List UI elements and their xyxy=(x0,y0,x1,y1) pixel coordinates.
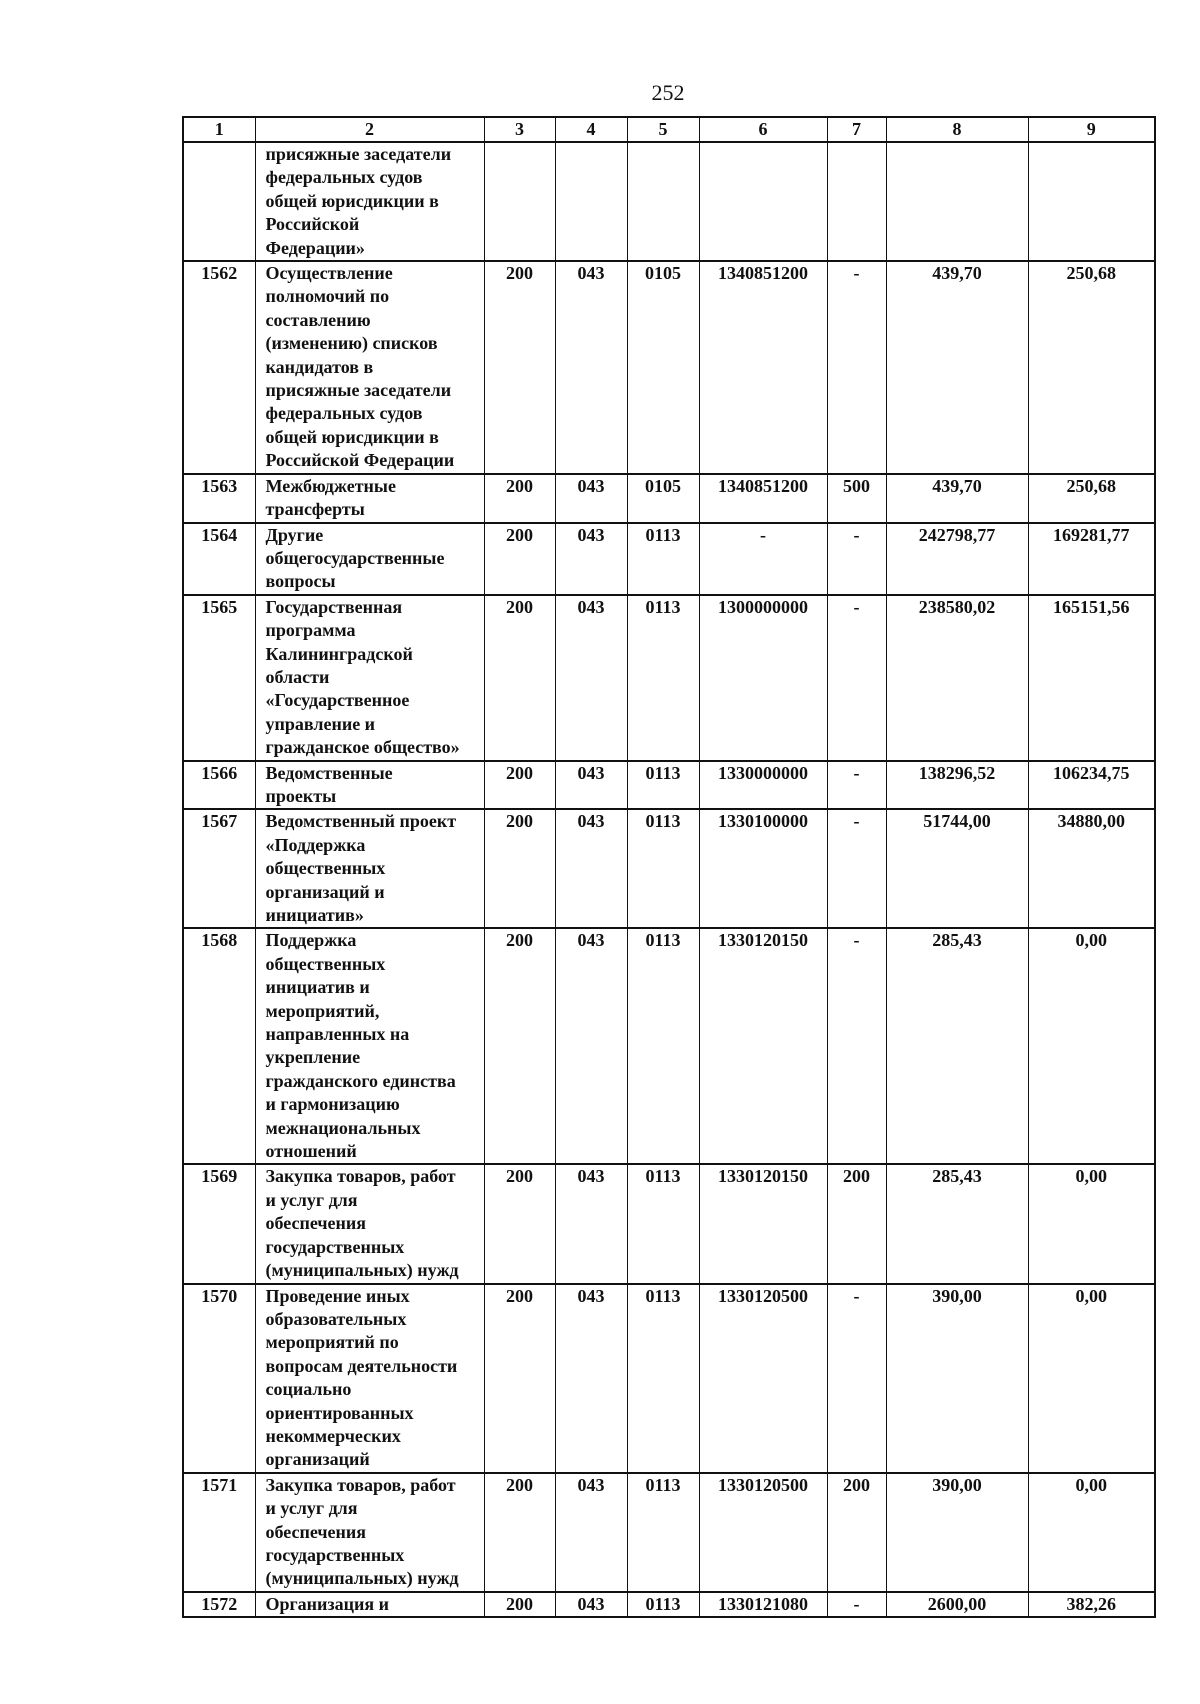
row-name: Государственная программа Калининградской области «Государственное управление и гражданское общество» xyxy=(255,595,484,761)
cell-col3 xyxy=(484,142,555,261)
cell-col4: 043 xyxy=(555,761,627,810)
cell-col9: 250,68 xyxy=(1028,474,1155,523)
row-name: Осуществление полномочий по составлению (изменению) списков кандидатов в присяжные заседатели федеральных судов общей юрисдикции в Российской Федерации xyxy=(255,261,484,474)
cell-col7: - xyxy=(827,809,886,928)
cell-col3: 200 xyxy=(484,523,555,595)
cell-col5 xyxy=(627,142,699,261)
row-number xyxy=(183,142,255,261)
cell-col4: 043 xyxy=(555,1473,627,1592)
cell-col3: 200 xyxy=(484,1164,555,1283)
cell-col3: 200 xyxy=(484,928,555,1164)
cell-col4: 043 xyxy=(555,1164,627,1283)
cell-col9 xyxy=(1028,142,1155,261)
column-header: 3 xyxy=(484,117,555,142)
cell-col9: 0,00 xyxy=(1028,1164,1155,1283)
table-row xyxy=(183,1164,1155,1283)
cell-col9: 106234,75 xyxy=(1028,761,1155,810)
cell-col7: - xyxy=(827,928,886,1164)
cell-col5: 0105 xyxy=(627,261,699,474)
row-number: 1563 xyxy=(183,474,255,523)
cell-col6 xyxy=(699,142,827,261)
cell-col4: 043 xyxy=(555,474,627,523)
row-name: Поддержка общественных инициатив и мероприятий, направленных на укрепление гражданского единства и гармонизацию межнациональных отношений xyxy=(255,928,484,1164)
cell-col7: 200 xyxy=(827,1164,886,1283)
row-number: 1570 xyxy=(183,1284,255,1473)
cell-col6: 1330120500 xyxy=(699,1473,827,1592)
row-number: 1564 xyxy=(183,523,255,595)
cell-col9: 250,68 xyxy=(1028,261,1155,474)
cell-col4: 043 xyxy=(555,928,627,1164)
cell-col9: 169281,77 xyxy=(1028,523,1155,595)
cell-col6: 1300000000 xyxy=(699,595,827,761)
budget-table xyxy=(182,116,1156,1618)
cell-col9: 0,00 xyxy=(1028,1284,1155,1473)
table-row xyxy=(183,523,1155,595)
row-number: 1567 xyxy=(183,809,255,928)
row-name: Закупка товаров, работ и услуг для обеспечения государственных (муниципальных) нужд xyxy=(255,1164,484,1283)
cell-col8: 238580,02 xyxy=(886,595,1028,761)
row-name: присяжные заседатели федеральных судов общей юрисдикции в Российской Федерации» xyxy=(255,142,484,261)
cell-col9: 0,00 xyxy=(1028,1473,1155,1592)
cell-col5: 0105 xyxy=(627,474,699,523)
table-row xyxy=(183,928,1155,1164)
table-row xyxy=(183,474,1155,523)
cell-col8: 439,70 xyxy=(886,474,1028,523)
cell-col7: - xyxy=(827,1592,886,1617)
cell-col5: 0113 xyxy=(627,523,699,595)
cell-col8: 285,43 xyxy=(886,1164,1028,1283)
cell-col6: 1330120150 xyxy=(699,1164,827,1283)
cell-col8: 2600,00 xyxy=(886,1592,1028,1617)
cell-col7: 500 xyxy=(827,474,886,523)
column-header: 9 xyxy=(1028,117,1155,142)
row-name: Проведение иных образовательных мероприятий по вопросам деятельности социально ориентированных некоммерческих организаций xyxy=(255,1284,484,1473)
cell-col8: 390,00 xyxy=(886,1473,1028,1592)
cell-col8: 138296,52 xyxy=(886,761,1028,810)
cell-col7 xyxy=(827,142,886,261)
row-name: Ведомственные проекты xyxy=(255,761,484,810)
cell-col4 xyxy=(555,142,627,261)
cell-col5: 0113 xyxy=(627,1164,699,1283)
cell-col3: 200 xyxy=(484,809,555,928)
row-name: Организация и xyxy=(255,1592,484,1617)
row-name: Межбюджетные трансферты xyxy=(255,474,484,523)
cell-col5: 0113 xyxy=(627,595,699,761)
table-row xyxy=(183,142,1155,261)
cell-col6: 1340851200 xyxy=(699,474,827,523)
cell-col5: 0113 xyxy=(627,1284,699,1473)
cell-col4: 043 xyxy=(555,261,627,474)
cell-col3: 200 xyxy=(484,761,555,810)
table-row xyxy=(183,261,1155,474)
row-number: 1569 xyxy=(183,1164,255,1283)
row-name: Другие общегосударственные вопросы xyxy=(255,523,484,595)
row-number: 1562 xyxy=(183,261,255,474)
cell-col6: - xyxy=(699,523,827,595)
column-header: 8 xyxy=(886,117,1028,142)
cell-col3: 200 xyxy=(484,1473,555,1592)
cell-col4: 043 xyxy=(555,809,627,928)
column-header: 1 xyxy=(183,117,255,142)
cell-col7: 200 xyxy=(827,1473,886,1592)
cell-col6: 1330000000 xyxy=(699,761,827,810)
cell-col5: 0113 xyxy=(627,809,699,928)
row-name: Закупка товаров, работ и услуг для обеспечения государственных (муниципальных) нужд xyxy=(255,1473,484,1592)
table-row xyxy=(183,595,1155,761)
table-row xyxy=(183,1592,1155,1617)
cell-col6: 1330120500 xyxy=(699,1284,827,1473)
cell-col3: 200 xyxy=(484,1284,555,1473)
column-header: 5 xyxy=(627,117,699,142)
cell-col3: 200 xyxy=(484,595,555,761)
cell-col4: 043 xyxy=(555,595,627,761)
cell-col8: 51744,00 xyxy=(886,809,1028,928)
header-row xyxy=(183,117,1155,142)
cell-col8: 285,43 xyxy=(886,928,1028,1164)
cell-col7: - xyxy=(827,261,886,474)
column-header: 6 xyxy=(699,117,827,142)
cell-col5: 0113 xyxy=(627,761,699,810)
column-header: 4 xyxy=(555,117,627,142)
row-number: 1571 xyxy=(183,1473,255,1592)
cell-col9: 0,00 xyxy=(1028,928,1155,1164)
cell-col6: 1340851200 xyxy=(699,261,827,474)
table-row xyxy=(183,1473,1155,1592)
cell-col7: - xyxy=(827,1284,886,1473)
cell-col8 xyxy=(886,142,1028,261)
row-number: 1565 xyxy=(183,595,255,761)
cell-col7: - xyxy=(827,595,886,761)
cell-col6: 1330120150 xyxy=(699,928,827,1164)
cell-col3: 200 xyxy=(484,1592,555,1617)
row-name: Ведомственный проект «Поддержка общественных организаций и инициатив» xyxy=(255,809,484,928)
cell-col8: 242798,77 xyxy=(886,523,1028,595)
column-header: 2 xyxy=(255,117,484,142)
table-row xyxy=(183,761,1155,810)
row-number: 1568 xyxy=(183,928,255,1164)
column-header: 7 xyxy=(827,117,886,142)
cell-col4: 043 xyxy=(555,1592,627,1617)
cell-col8: 439,70 xyxy=(886,261,1028,474)
cell-col5: 0113 xyxy=(627,1473,699,1592)
cell-col8: 390,00 xyxy=(886,1284,1028,1473)
row-number: 1566 xyxy=(183,761,255,810)
page-number: 252 xyxy=(651,80,685,105)
cell-col3: 200 xyxy=(484,474,555,523)
cell-col9: 34880,00 xyxy=(1028,809,1155,928)
table-row xyxy=(183,1284,1155,1473)
cell-col5: 0113 xyxy=(627,928,699,1164)
table-row xyxy=(183,809,1155,928)
cell-col4: 043 xyxy=(555,523,627,595)
row-number: 1572 xyxy=(183,1592,255,1617)
cell-col9: 165151,56 xyxy=(1028,595,1155,761)
cell-col7: - xyxy=(827,523,886,595)
cell-col7: - xyxy=(827,761,886,810)
cell-col6: 1330100000 xyxy=(699,809,827,928)
cell-col9: 382,26 xyxy=(1028,1592,1155,1617)
cell-col4: 043 xyxy=(555,1284,627,1473)
cell-col5: 0113 xyxy=(627,1592,699,1617)
cell-col6: 1330121080 xyxy=(699,1592,827,1617)
cell-col3: 200 xyxy=(484,261,555,474)
